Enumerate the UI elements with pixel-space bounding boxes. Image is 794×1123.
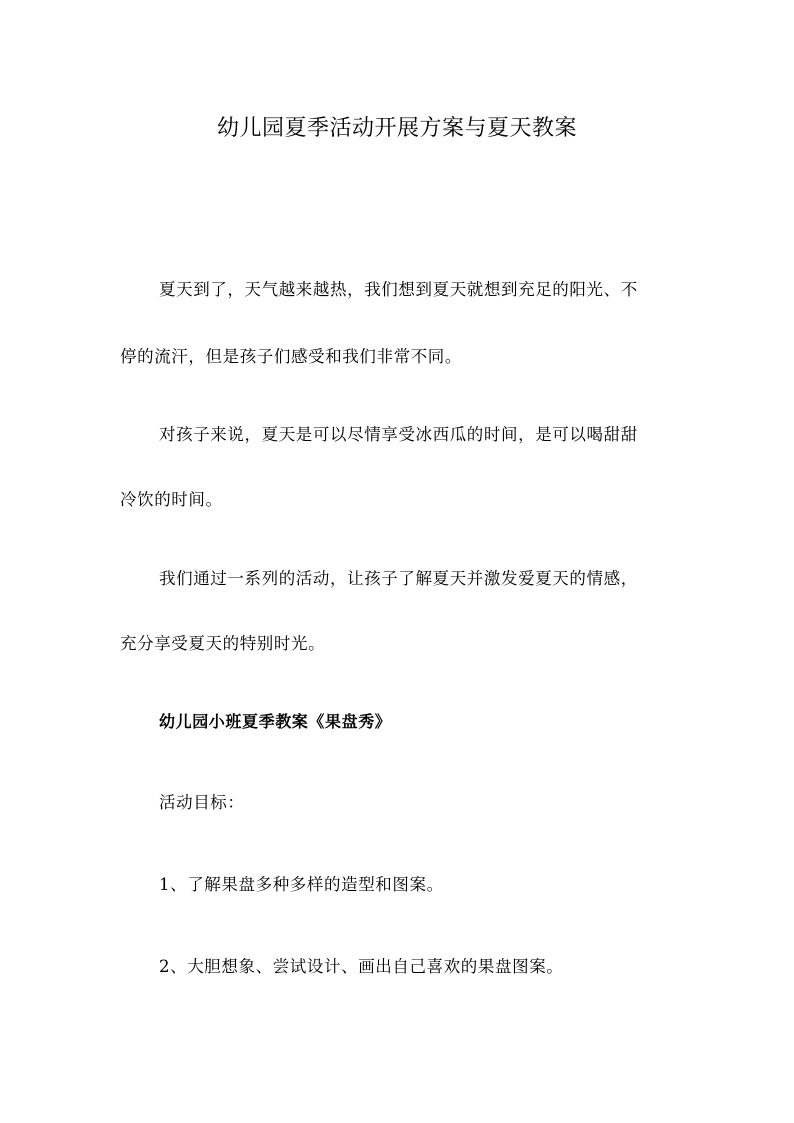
paragraph-3-line-2: 充分享受夏天的特别时光。 — [120, 634, 326, 653]
goal-item-1: 1、了解果盘多种多样的造型和图案。 — [159, 875, 444, 894]
paragraph-1-line-2: 停的流汗，但是孩子们感受和我们非常不同。 — [120, 347, 462, 366]
document-title: 幼儿园夏季活动开展方案与夏天教案 — [216, 116, 577, 141]
goals-label: 活动目标： — [159, 793, 245, 812]
paragraph-2-line-2: 冷饮的时间。 — [120, 490, 223, 509]
paragraph-2-line-1: 对孩子来说，夏天是可以尽情享受冰西瓜的时间，是可以喝甜甜 — [159, 425, 638, 444]
goal-item-2: 2、大胆想象、尝试设计、画出自己喜欢的果盘图案。 — [159, 957, 564, 976]
lesson-heading: 幼儿园小班夏季教案《果盘秀》 — [159, 712, 392, 731]
paragraph-1-line-1: 夏天到了，天气越来越热，我们想到夏天就想到充足的阳光、不 — [159, 280, 638, 299]
paragraph-3-line-1: 我们通过一系列的活动，让孩子了解夏天并激发爱夏天的情感， — [159, 569, 638, 588]
